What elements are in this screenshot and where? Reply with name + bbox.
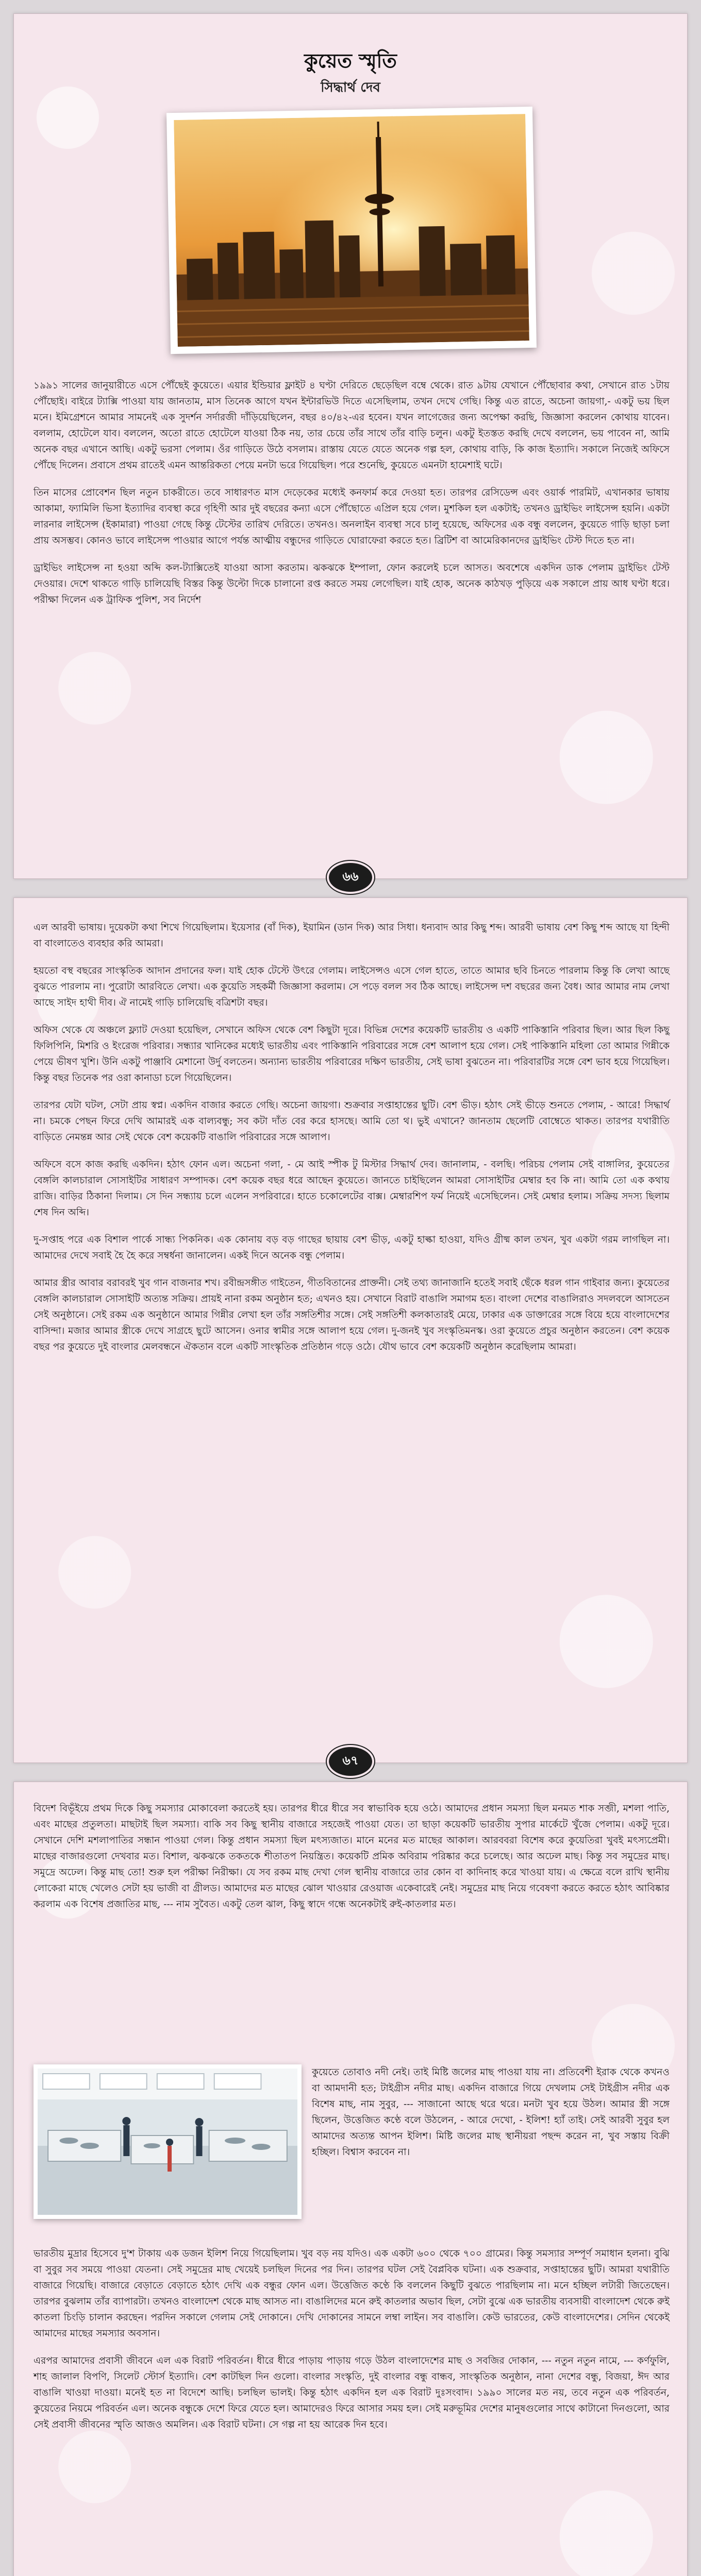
paragraph: দু-সপ্তাহ পরে এক বিশাল পার্কে সান্ধ্য পিকনিক। এক কোনায় বড় বড় গাছের ছায়ায় বেশ ভীড়, একটু হাল্কা হাওয়া, যদিও গ্রীষ্ম কাল তখন, খুব একটা গরম লাগছিল না। আমাদের দেখে সবাই হৈ হৈ করে সম্বর্ধনা জানালেন। একই দিনে অনেক বন্ধু পেলাম।	[34, 1234, 670, 1261]
page-68-body-bottom	[34, 2246, 670, 2444]
page-number: ৬৬	[327, 861, 374, 894]
paragraph: তিন মাসের প্রোবেশন ছিল নতুন চাকরীতে। তবে সাধারণত মাস দেড়েকের মধ্যেই কনফার্ম করে দেওয়া হত। তারপর রেসিডেন্স এবং ওয়ার্ক পারমিট, এখানকার ভাষায় আকামা, ফ্যামিলি ভিসা ইত্যাদির ব্যবস্থা করে গৃহিণী আর দুই বছরের কন্যা এসে পৌঁছোতে এপ্রিল হয়ে গেল। মুশকিল হল একটাই; তখনও ড্রাইভিং লাইসেন্স হয়নি। একটা লারনার লাইসেন্স (ইকামারা) পাওয়া গেছে কিন্তু টেস্টের তারিখ দেরিতে। তখনও। অনলাইন ব্যবস্থা সবে চালু হয়েছে, অফিসের এক বন্ধু বললেন, কুয়েতে গাড়ি ছাড়া চলা প্রায় অসম্ভব। কোনও ভাবে লাইসেন্স পাওয়ার আগে পর্যন্ত আত্মীয় বন্ধুদের গাড়িতে ঘোরাফেরা করতে হত। ব্রিটিশ বা আমেরিকানদের ড্রাইভিং টেস্ট দিতে হত না।	[34, 487, 670, 546]
paragraph: এরপর আমাদের প্রবাসী জীবনে এল এক বিরাট পরিবর্তন। ধীরে ধীরে পাড়ায় পাড়ায় গড়ে উঠল বাংলাদেশের মাছ ও সবজির দোকান, --- নতুন নতুন নামে, --- কর্ণফুলি, শাহ জালাল বিপণি, সিলেট স্টোর্স ইত্যাদি। বেশ কাটছিল দিন গুলো। বাংলার সংস্কৃতি, দুই বাংলার বন্ধু বান্ধব, সাংস্কৃতিক অনুষ্ঠান, নানা দেশের বন্ধু, বিজয়া, ঈদ আর বাঙালি খাওয়া দাওয়া। মনেই হত না বিদেশে আছি। চলছিল ভালই। কিন্তু হঠাৎ একদিন হল এক বিরাট দুঃসংবাদ। ১৯৯০ সালের মত নয়, তবে নতুন এক পরিবর্তন, কুয়েতের নিয়মে পরিবর্তন এল। অনেক বন্ধুকে দেশে ফিরে যেতে হল। আমাদেরও ফিরে আসার সময় হল। সেই মরুভূমির দেশের মানুষগুলোর সাথে কাটানো দিনগুলো, আর সেই প্রবাসী জীবনের স্মৃতি আজও অমলিন। এক বিরাট ঘটনা। সে গল্প না হয় আরেক দিন হবে।	[34, 2355, 670, 2430]
page-number: ৬৭	[327, 1745, 374, 1778]
article-author: সিদ্ধার্থ দেব	[321, 80, 380, 95]
paragraph: ১৯৯১ সালের জানুয়ারীতে এসে পৌঁছেই কুয়েতে। এয়ার ইন্ডিয়ার ফ্লাইট ৪ ঘণ্টা দেরিতে ছেড়েছিল বম্বে থেকে। রাত ৯টায় যেখানে পৌঁছোবার কথা, সেখানে রাত ১টায় পৌঁছোই। বাইরে ট্যাক্সি পাওয়া যায় জানতাম, মাস তিনেক আগে যখন ইন্টারভিউ দিতে এসেছিলাম, তখন দেখে গেছি। কিন্তু এত রাতে, অচেনা জায়গা,- একটু ভয় ছিল মনে। ইমিগ্রেশনে আমার সামনেই এক সুদর্শন সর্দারজী দাঁড়িয়েছিলেন, বছর ৪০/৪২-এর হবেন। যখন লাগেজের জন্য অপেক্ষা করছি, জিজ্ঞাসা করলেন কোথায় যাবেন। বললাম, হোটেলে যাব। বললেন, অতো রাতে হোটেলে যাওয়া ঠিক নয়, তার চেয়ে তাঁর সাথে তাঁর বাড়ি চলুন। একটু ইতস্তত করছি দেখে বললেন, ভয় পাবেন না, আমি অনেক বছর এখানে আছি। একটু ভরসা পেলাম। ওঁর গাড়িতে উঠে বসলাম। রাস্তায় যেতে যেতে অনেক গল্প হল, কোথায় বাড়ি, কি কাজ ইত্যাদি। সকালে নিজেই অফিসে পৌঁছে দিলেন। প্রবাসে প্রথম রাতেই এমন আন্তরিকতা পেয়ে মনটা ভরে গিয়েছিল। পরে শুনেছি, কুয়েতে এমনটা হামেশাই ঘটে।	[34, 380, 670, 471]
page-66	[13, 13, 688, 884]
article-title: কুয়েত স্মৃতি	[304, 49, 397, 72]
paragraph: হয়তো বস্থ বছরের সাংস্কৃতিক আদান প্রদানের ফল। যাই হোক টেস্টে উৎরে গেলাম। লাইসেন্সও এসে গেল হাতে, তাতে আমার ছবি চিনতে পারলাম কিন্তু কি লেখা আছে বুঝতে পারলাম না। পুরোটা আরবিতে লেখা। এক কুয়েতি সহকর্মী জিজ্ঞাসা করলাম। সে পড়ে বলল সব ঠিক আছে। লাইসেন্স দশ বছরের জন্য বৈধ। আর আমার নাম লেখা আছে সাইদ হাথী দীব। ঐ নামেই গাড়ি চালিয়েছি বত্রিশটা বছর।	[34, 965, 670, 1008]
page-66-body	[34, 378, 670, 619]
float-paragraph: কুয়েতে তোবাও নদী নেই। তাই মিষ্টি জলের মাছ পাওয়া যায় না। প্রতিবেশী ইরাক থেকে কখনও বা আমদানী হত; টাইগ্রীস নদীর মাছ। একদিন বাজারে গিয়ে দেখলাম সেই টাইগ্রীস নদীর এক বিশেষ মাছ, নাম সুবুর, --- সাজানো আছে থরে থরে। মনটা খুব হয়ে উঠল। আমার স্ত্রী সঙ্গে ছিলেন, উত্তেজিত কণ্ঠে বলে উঠলেন, - আরে দেখো, - ইলিশ! হ্যাঁ তাই। সেই আরবী সুবুর হল আমাদের অত্যন্ত আপন ইলিশ। মিষ্টি জলের মাছ স্থানীয়রা পছন্দ করেন না, খুব সস্তায় বিক্রী হচ্ছিল। বিশ্বাস করবেন না।	[312, 2067, 670, 2158]
page-68-body-top	[34, 1801, 670, 1924]
page-67-body	[34, 920, 670, 1366]
paragraph: এল আরবী ভাষায়। দুয়েকটা কথা শিখে গিয়েছিলাম। ইয়েসার (বাঁ দিক), ইয়ামিন (ডান দিক) আর সিধা। ধন্যবাদ আর কিছু শব্দ। আরবী ভাষায় বেশ কিছু শব্দ আছে যা হিন্দী বা বাংলাতেও ব্যবহার করি আমরা।	[34, 922, 670, 949]
city-skyline-photo-icon	[166, 107, 537, 354]
fish-market-photo-icon	[34, 2064, 302, 2219]
paragraph: আমার স্ত্রীর আবার বরাবরই খুব গান বাজনার শখ। রবীন্দ্রসঙ্গীত গাইতেন, গীতবিতানের প্রাক্তনী। সেই তথ্য জানাজানি হতেই সবাই ছেঁকে ধরল গান গাইবার জন্য। কুয়েতের বেঙ্গলি কালচারাল সোসাইটি অত্যন্ত সক্রিয়। প্রায়ই নানা রকম অনুষ্ঠান হত; এখনও হয়। সেখানে বিরাট বাঙালি সমাগম হত। বাংলা দেশের বাঙালিরাও সদলবলে আসতেন সেই অনুষ্ঠানে। সেই রকম এক অনুষ্ঠানে আমার গিন্নীর লেখা হল তাঁর সঙ্গতিশীর সঙ্গে। সেই সঙ্গতিশী কলকাতারই মেয়ে, ঢাকার এক ডাক্তারের সঙ্গে বিয়ে হয়ে বাংলাদেশের বাসিন্দা। মজার আমার স্ত্রীকে দেখে সাগ্রহে ছুটে আসেন। ওনার স্বামীর সঙ্গে আলাপ হয়ে গেল। দু-জনই খুব সংস্কৃতিমনস্ক। ওরা কুয়েতে প্রচুর অনুষ্ঠান করতেন। বেশ কয়েক বছর পর কুয়েতে দুই বাংলার মেলবন্ধনে ঐকতান বলে একটি সাংস্কৃতিক প্রতিষ্ঠান গড়ে ওঠে। যৌথ ভাবে বেশ কয়েকটি অনুষ্ঠান করেছিলাম আমরা।	[34, 1278, 670, 1352]
paragraph: অফিসে বসে কাজ করছি একদিন। হঠাৎ ফোন এল। অচেনা গলা, - মে আই স্পীক টু মিস্টার সিদ্ধার্থ দেব। জানালাম, - বলছি। পরিচয় পেলাম সেই বাঙ্গালির, কুয়েতের বেঙ্গলি কালচারাল সোসাইটির সাধারণ সম্পাদক। বেশ কয়েক বছর ধরে আছেন কুয়েতে। জানতে চাইছিলেন আমরা সোসাইটির মেম্বার হব কি না। আমি তো এক কথায় রাজি। বাড়ির ঠিকানা দিলাম। সে দিন সন্ধ্যায় চলে এলেন সপরিবারে। হাতে চকোলেটের বাক্স। মেম্বারশিপ ফর্ম নিয়েই এসেছিলেন। সেই মেম্বার হলাম। সক্রিয় সদস্য ছিলাম শেষ দিন অব্দি।	[34, 1159, 670, 1218]
paragraph: তারপর যেটা ঘটল, সেটা প্রায় স্বপ্ন। একদিন বাজার করতে গেছি। অচেনা জায়গা। শুক্রবার সপ্তাহান্তের ছুটি। বেশ ভীড়। হঠাৎ সেই ভীড়ে শুনতে পেলাম, - আরে! সিদ্ধার্থ না। চমকে পেছন ফিরে দেখি আমারই এক বাল্যবন্ধু; সব কটা দাঁত বের করে হাসছে। আমি তো থ। ভুই এখানে? জানতাম ছেলেটি বোম্বেতে থাকত। তারপর যথারীতি বাড়িতে নেমন্তন্ন আর সেই থেকে বেশ কয়েকটি বাঙালি পরিবারের সঙ্গে আলাপ।	[34, 1100, 670, 1143]
photo-with-text	[34, 2064, 670, 2245]
paragraph: ভারতীয় মুদ্রার হিসেবে দু'শ টাকায় এক ডজন ইলিশ নিয়ে গিয়েছিলাম। খুব বড় নয় যদিও। এক একটা ৬০০ থেকে ৭০০ গ্রামের। কিন্তু সমস্যার সম্পূর্ণ সমাধান হলনা। বুঝি বা সুবুর সব সময়ে পাওয়া যেতনা। সেই সমুদ্রের মাছ খেয়েই চলছিল দিনের পর দিন। তারপর ঘটল সেই বৈপ্লবিক ঘটনা। এক শুক্রবার, সপ্তাহান্তের ছুটি। আমরা যথারীতি বাজারে গিয়েছি। বাজারে বেড়াতে বেড়াতে হঠাৎ দেখি এক বন্ধুর ফোন এল। উত্তেজিত কণ্ঠে কি বললেন কিছুটি বুঝতে পারছিলাম না। মনে হচ্ছিল লটারী জিতেছেন। তারপর বুঝলাম তাঁর ব্যাপারটা। তখনও বাংলাদেশ থেকে মাছ আসত না। বাঙালিদের মনে রুই কাতলার অভাব ছিল, সেটা বুঝে এক ভারতীয় ব্যবসায়ী বাংলাদেশ থেকে রুই কাতলা চিংড়ি চালান করছেন। পরদিন সকালে গেলাম সেই দোকানে। দেখি দোকানের সামনে লম্বা লাইন। সব বাঙালি। কেউ ভারতের, কেউ বাংলাদেশের। সেদিন থেকেই আমাদের মাছের সমস্যার অবসান।	[34, 2248, 670, 2339]
paragraph: ড্রাইভিং লাইসেন্স না হওয়া অব্দি কল-ট্যাক্সিতেই যাওয়া আসা করতাম। ঝকঝকে ইম্পালা, ফোন করলেই চলে আসত। অবশেষে একদিন ডাক পেলাম ড্রাইভিং টেস্ট দেওয়ার। দেশে থাকতে গাড়ি চালিয়েছি বিস্তর কিন্তু উল্টো দিকে চালানো রপ্ত করতে সময় লেগেছিল। যাই হোক, অনেক কাঠখড় পুড়িয়ে এক সকালে প্রায় আধ ঘণ্টা ধরে। পরীক্ষা দিলেন এক ট্রাফিক পুলিশ, সব নির্দেশ	[34, 563, 670, 605]
paragraph: অফিস থেকে যে অঞ্চলে ফ্ল্যাট দেওয়া হয়েছিল, সেখানে অফিস থেকে বেশ কিছুটা দূরে। বিভিন্ন দেশের কয়েকটি ভারতীয় ও একটি পাকিস্তানি পরিবার ছিল। আর ছিল কিছু ফিলিপিনি, মিশরি ও ইংরেজ পরিবার। সন্ধ্যার খানিকের মধ্যেই ভারতীয় এবং পাকিস্তানি পরিবারের সঙ্গে বেশ আলাপ হয়ে গেল। সেই পাকিস্তানি মহিলা তো আমার গিন্নীকে পেয়ে ভীষণ খুশি। উনি একটু পাঞ্জাবি মেশানো উর্দু বলতেন। অন্যান্য ভারতীয় পরিবারের দক্ষিণ ভারতীয়, সেই ভাষা বুঝতেন না। পরিবারটির সঙ্গে বেশ ভাব হয়ে গিয়েছিল। কিন্তু বছর তিনেক পর ওরা কানাডা চলে গিয়েছিলেন।	[34, 1025, 670, 1083]
page-67	[13, 897, 688, 1768]
page-68	[13, 1782, 688, 2576]
paragraph: বিদেশ বিভূঁইয়ে প্রথম দিকে কিছু সমস্যার মোকাবেলা করতেই হয়। তারপর ধীরে ধীরে সব স্বাভাবিক হয়ে ওঠে। আমাদের প্রধান সমস্যা ছিল মনমত শাক সব্জী, মশলা পাতি, এবং মাছের প্রতুলতা। মাছটাই ছিল সমস্যা। বাকি সব কিছু স্থানীয় বাজারে সহজেই পাওয়া যেত। তা ছাড়া কয়েকটি ভারতীয় সুপার মার্কেটে খুঁজে পেলাম। একটু দূরে। সেখানে দেশি মশলাপাতির সন্ধান পাওয়া গেল। কিন্তু প্রধান সমস্যা ছিল মৎস্যজাত। মানে মনের মত মাছের আকাল। আরববরা বিশেষ করে কুয়েতিরা খুবই মৎস্যপ্রেমী। মাছের বাজারগুলো দেখবার মত। বিশাল, ঝকঝকে তকতকে শীতাতপ নিয়ন্ত্রিত। কয়েকটি প্রমিক অবিরাম পরিষ্কার করে চলেছে। আর অঢেল মাছ। কিন্তু সব সমুদ্রের মাছ। সমুদ্রে অঢেল। কিন্তু মাছ তো! শুরু হল পরীক্ষা নিরীক্ষা। যে সব রকম মাছ দেখা গেল স্থানীয় বাজারে তার কোন বা কাদিনাহ করে খাওয়া যায়। এ ক্ষেত্রে বলে রাখি স্থানীয় লোকেরা মাছে খেলেও সেটা হয় ভাজী বা গ্রীলড। আমাদের মত মাছের ঝোল খাওয়ার রেওয়াজ একেবারেই নেই। সমুদ্রের মাছ নিয়ে গবেষণা করতে করতে হঠাৎ আবিষ্কার করলাম এক বিশেষ প্রজাতির মাছ, --- নাম সুবৈত। একটু তেল ঝাল, কিছু স্বাদে গন্ধে অনেকটাই রুই-কাতলার মত।	[34, 1803, 670, 1910]
